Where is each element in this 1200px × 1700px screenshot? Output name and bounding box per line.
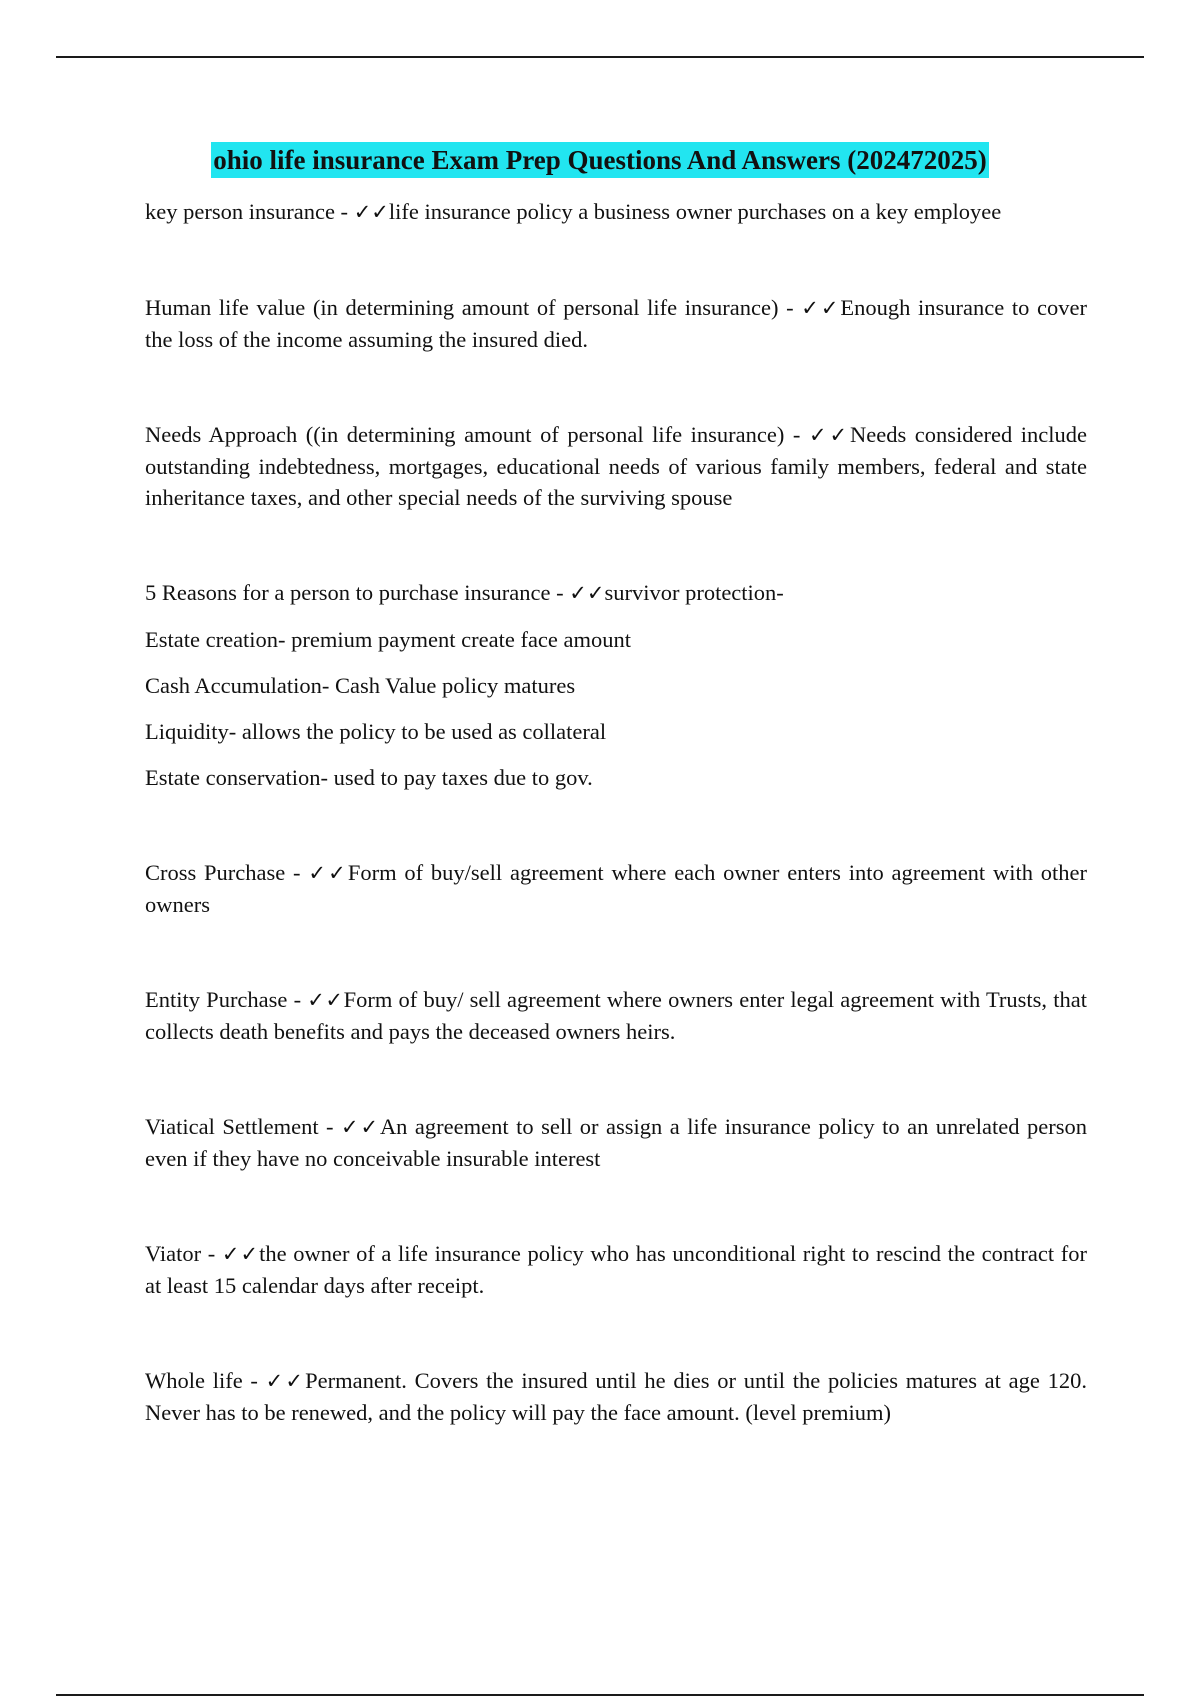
qa-entry-cross-purchase	[145, 857, 1087, 920]
entry-answer: Enough insurance to cover the loss of the income assuming the insured died.	[145, 295, 1087, 352]
bottom-rule	[56, 1694, 1144, 1696]
reason-line-cash-accumulation: Cash Accumulation- Cash Value policy matures	[145, 673, 576, 698]
qa-entry-viatical-settlement	[145, 1111, 1087, 1174]
qa-entry-key-person-insurance	[145, 196, 1087, 228]
double-check-icon: ✓✓	[265, 1369, 306, 1393]
qa-entry-viator	[145, 1238, 1087, 1301]
entry-term: Viator -	[145, 1241, 222, 1266]
double-check-icon: ✓✓	[808, 423, 850, 447]
double-check-icon: ✓✓	[341, 1115, 380, 1139]
title-container	[0, 142, 1200, 178]
entry-term: 5 Reasons for a person to purchase insurance -	[145, 580, 570, 605]
entry-answer: Form of buy/ sell agreement where owners enter legal agreement with Trusts, that collects death benefits and pays the deceased owners heirs.	[145, 987, 1087, 1044]
double-check-icon: ✓✓	[801, 296, 841, 320]
five-reasons-heading-line	[145, 577, 1087, 609]
qa-entry-human-life-value	[145, 292, 1087, 355]
entry-term: Needs Approach ((in determining amount of personal life insurance) -	[145, 422, 809, 447]
entry-answer: life insurance policy a business owner purchases on a key employee	[388, 199, 1002, 224]
entry-answer: An agreement to sell or assign a life insurance policy to an unrelated person even if they have no conceivable insurable interest	[145, 1114, 1087, 1171]
entry-answer: Needs considered include outstanding indebtedness, mortgages, educational needs of various family members, federal and state inheritance taxes, and other special needs of the surviving spouse	[145, 422, 1087, 510]
qa-entry-needs-approach	[145, 419, 1087, 513]
qa-entry-entity-purchase	[145, 984, 1087, 1047]
entry-term: key person insurance -	[145, 199, 354, 224]
document-title: ohio life insurance Exam Prep Questions And Answers (202472025)	[211, 142, 989, 178]
document-body	[145, 196, 1087, 1428]
double-check-icon: ✓✓	[569, 581, 605, 605]
double-check-icon: ✓✓	[221, 1242, 260, 1266]
entry-answer: Form of buy/sell agreement where each owner enters into agreement with other owners	[145, 860, 1087, 917]
qa-entry-whole-life	[145, 1365, 1087, 1428]
reason-line-liquidity: Liquidity- allows the policy to be used as collateral	[145, 719, 607, 744]
double-check-icon: ✓✓	[308, 861, 348, 885]
entry-answer: survivor protection-	[604, 580, 784, 605]
entry-term: Human life value (in determining amount of personal life insurance) -	[145, 295, 802, 320]
entry-answer: the owner of a life insurance policy who has unconditional right to rescind the contract for at least 15 calendar days after receipt.	[145, 1241, 1087, 1298]
top-rule	[56, 56, 1144, 58]
reason-line-estate-conservation: Estate conservation- used to pay taxes due to gov.	[145, 765, 593, 790]
entry-answer: Permanent. Covers the insured until he dies or until the policies matures at age 120. Never has to be renewed, and the policy will pay the face amount. (level premium)	[145, 1368, 1087, 1425]
qa-entry-five-reasons	[145, 577, 1087, 793]
reason-line-estate-creation: Estate creation- premium payment create face amount	[145, 627, 632, 652]
double-check-icon: ✓✓	[307, 988, 344, 1012]
double-check-icon: ✓✓	[353, 200, 389, 224]
entry-term: Viatical Settlement -	[145, 1114, 342, 1139]
entry-term: Whole life -	[145, 1368, 266, 1393]
entry-term: Entity Purchase -	[145, 987, 308, 1012]
entry-term: Cross Purchase -	[145, 860, 309, 885]
